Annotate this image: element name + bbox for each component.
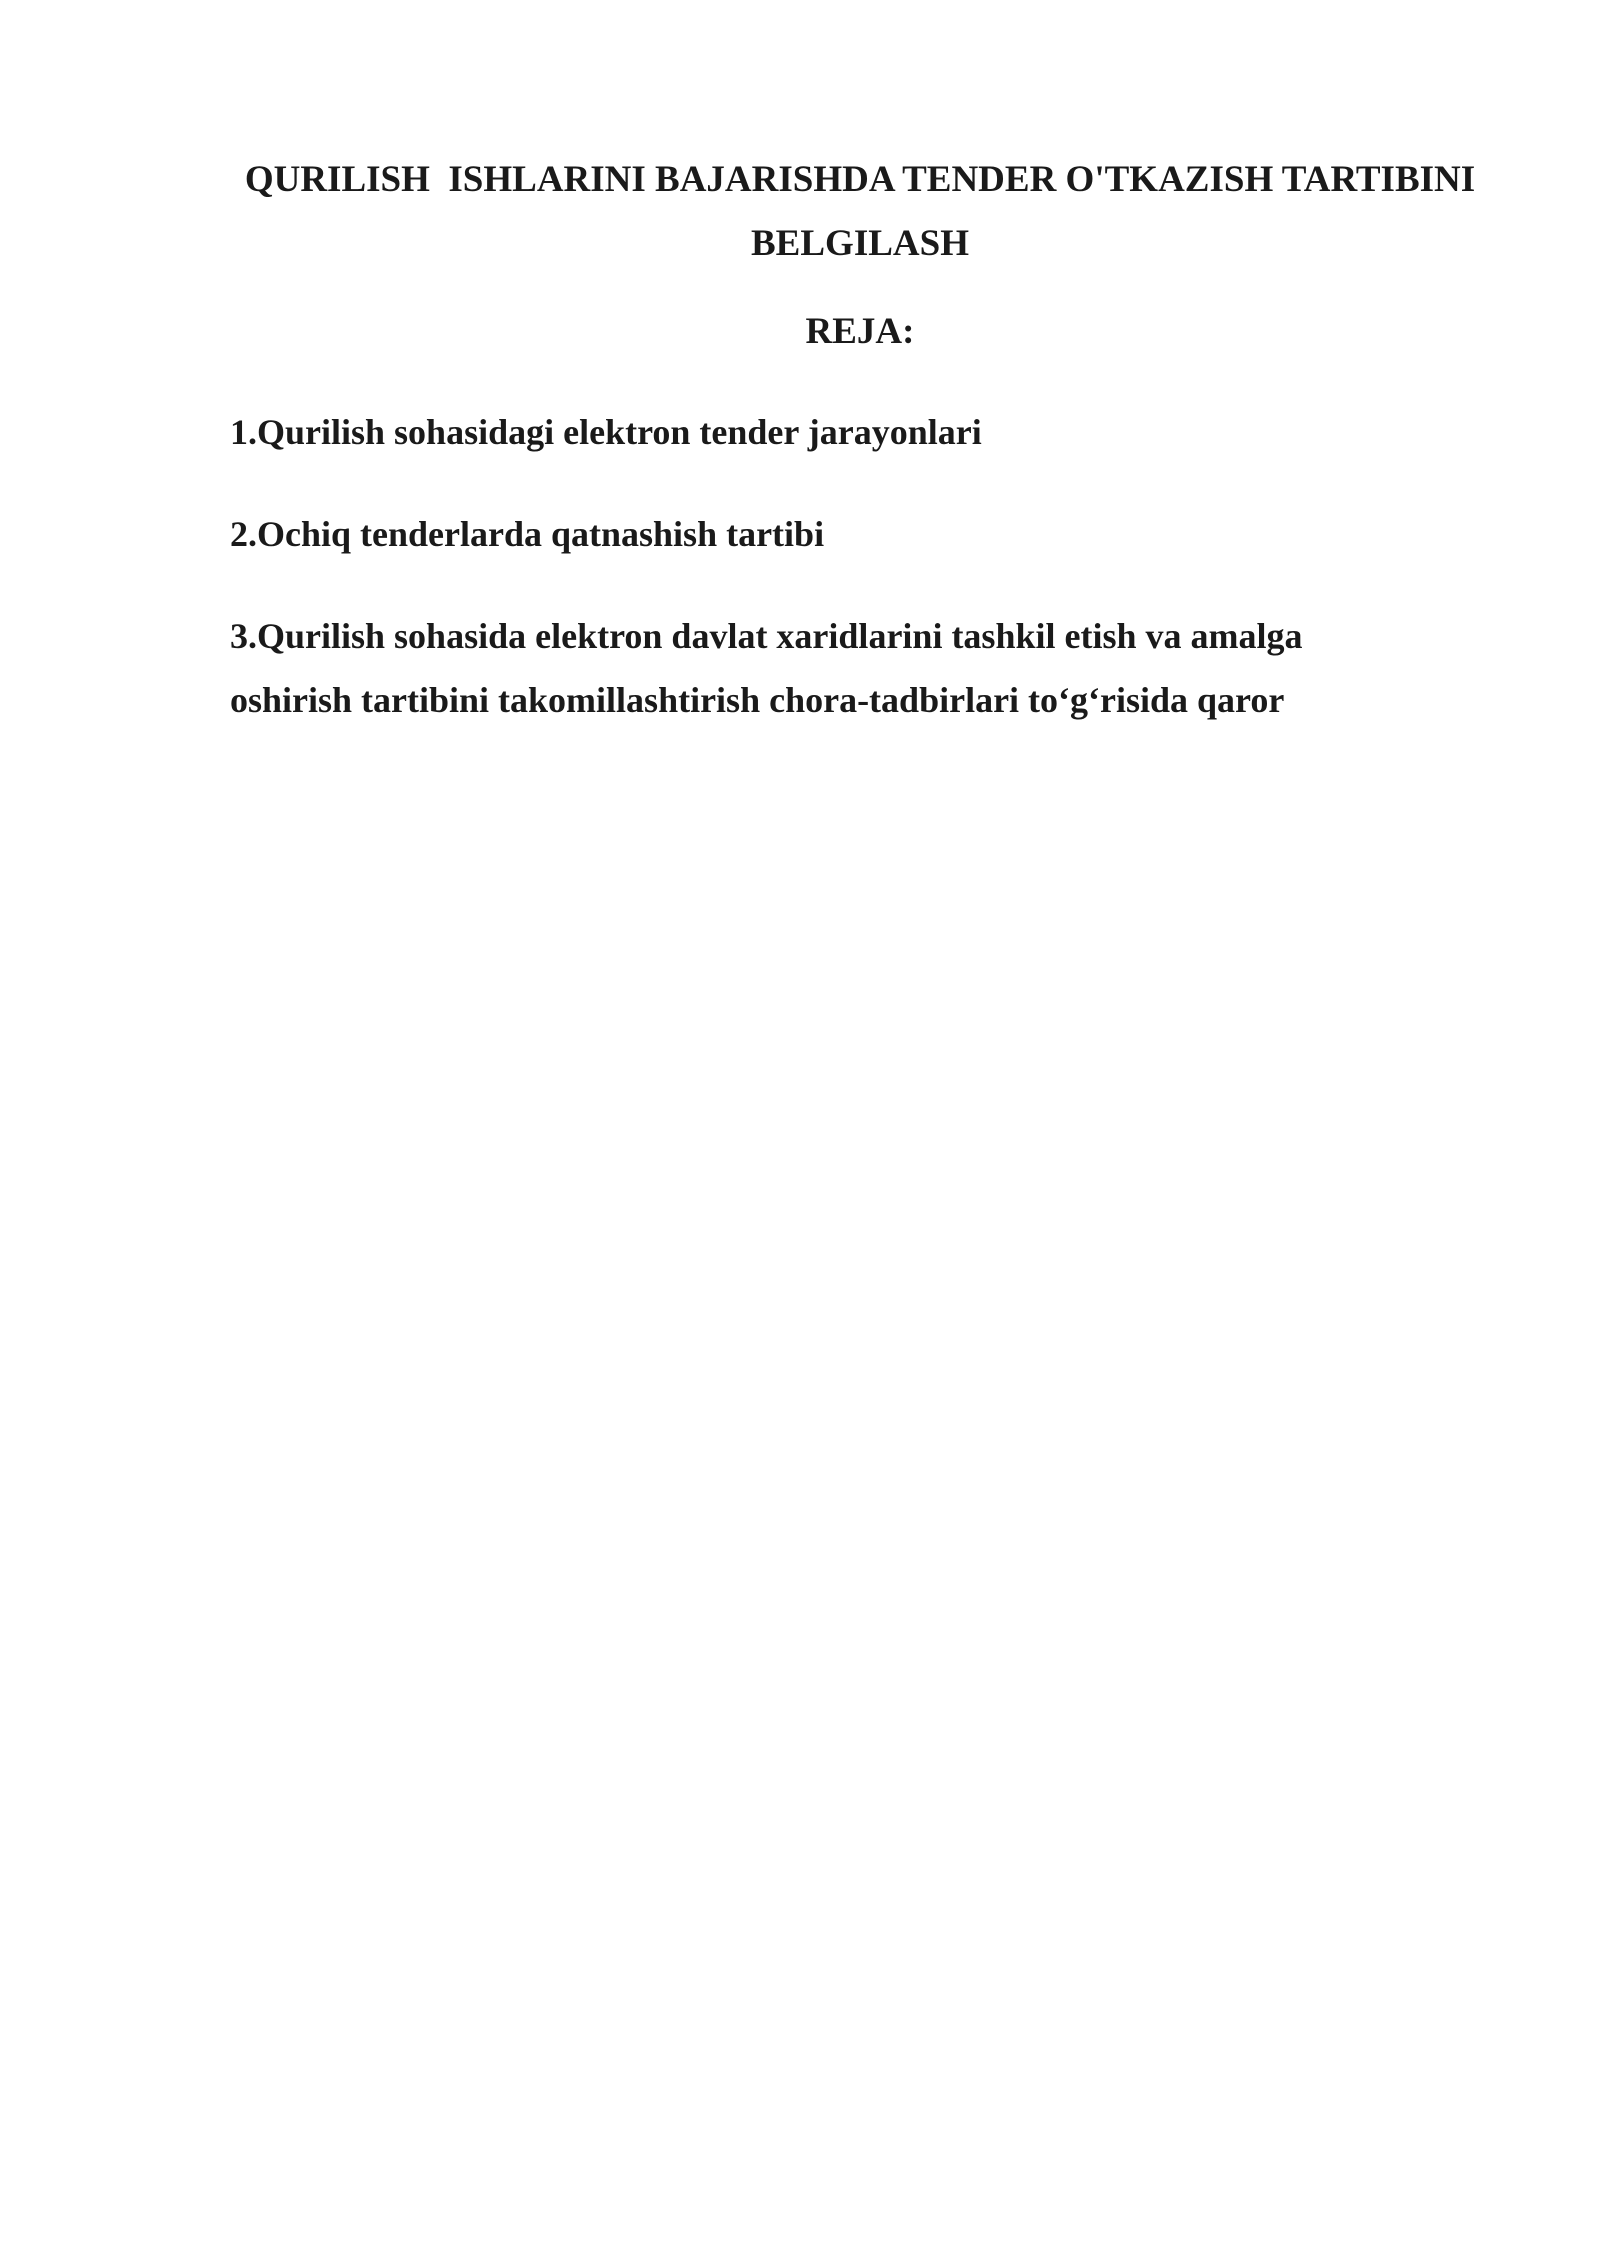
plan-heading: REJA:	[805, 311, 915, 352]
plan-item-2	[230, 502, 1430, 566]
plan-item-3	[230, 604, 1430, 732]
document-title	[230, 148, 1490, 276]
plan-item-3-text-line-1: 3.Qurilish sohasida elektron davlat xaridlarini tashkil etish va amalga	[230, 616, 1303, 656]
plan-item-3-text-line-2: oshirish tartibini takomillashtirish chora-tadbirlari to‘g‘risida qaror	[230, 680, 1285, 720]
document-title-line-2: BELGILASH	[751, 223, 969, 264]
plan-item-1-text: 1.Qurilish sohasidagi elektron tender jarayonlari	[230, 412, 982, 452]
plan-list	[230, 400, 1430, 770]
plan-item-2-text: 2.Ochiq tenderlarda qatnashish tartibi	[230, 514, 825, 554]
plan-item-1	[230, 400, 1430, 464]
document-title-line-1: QURILISH ISHLARINI BAJARISHDA TENDER O'TKAZISH TARTIBINI	[244, 159, 1476, 200]
